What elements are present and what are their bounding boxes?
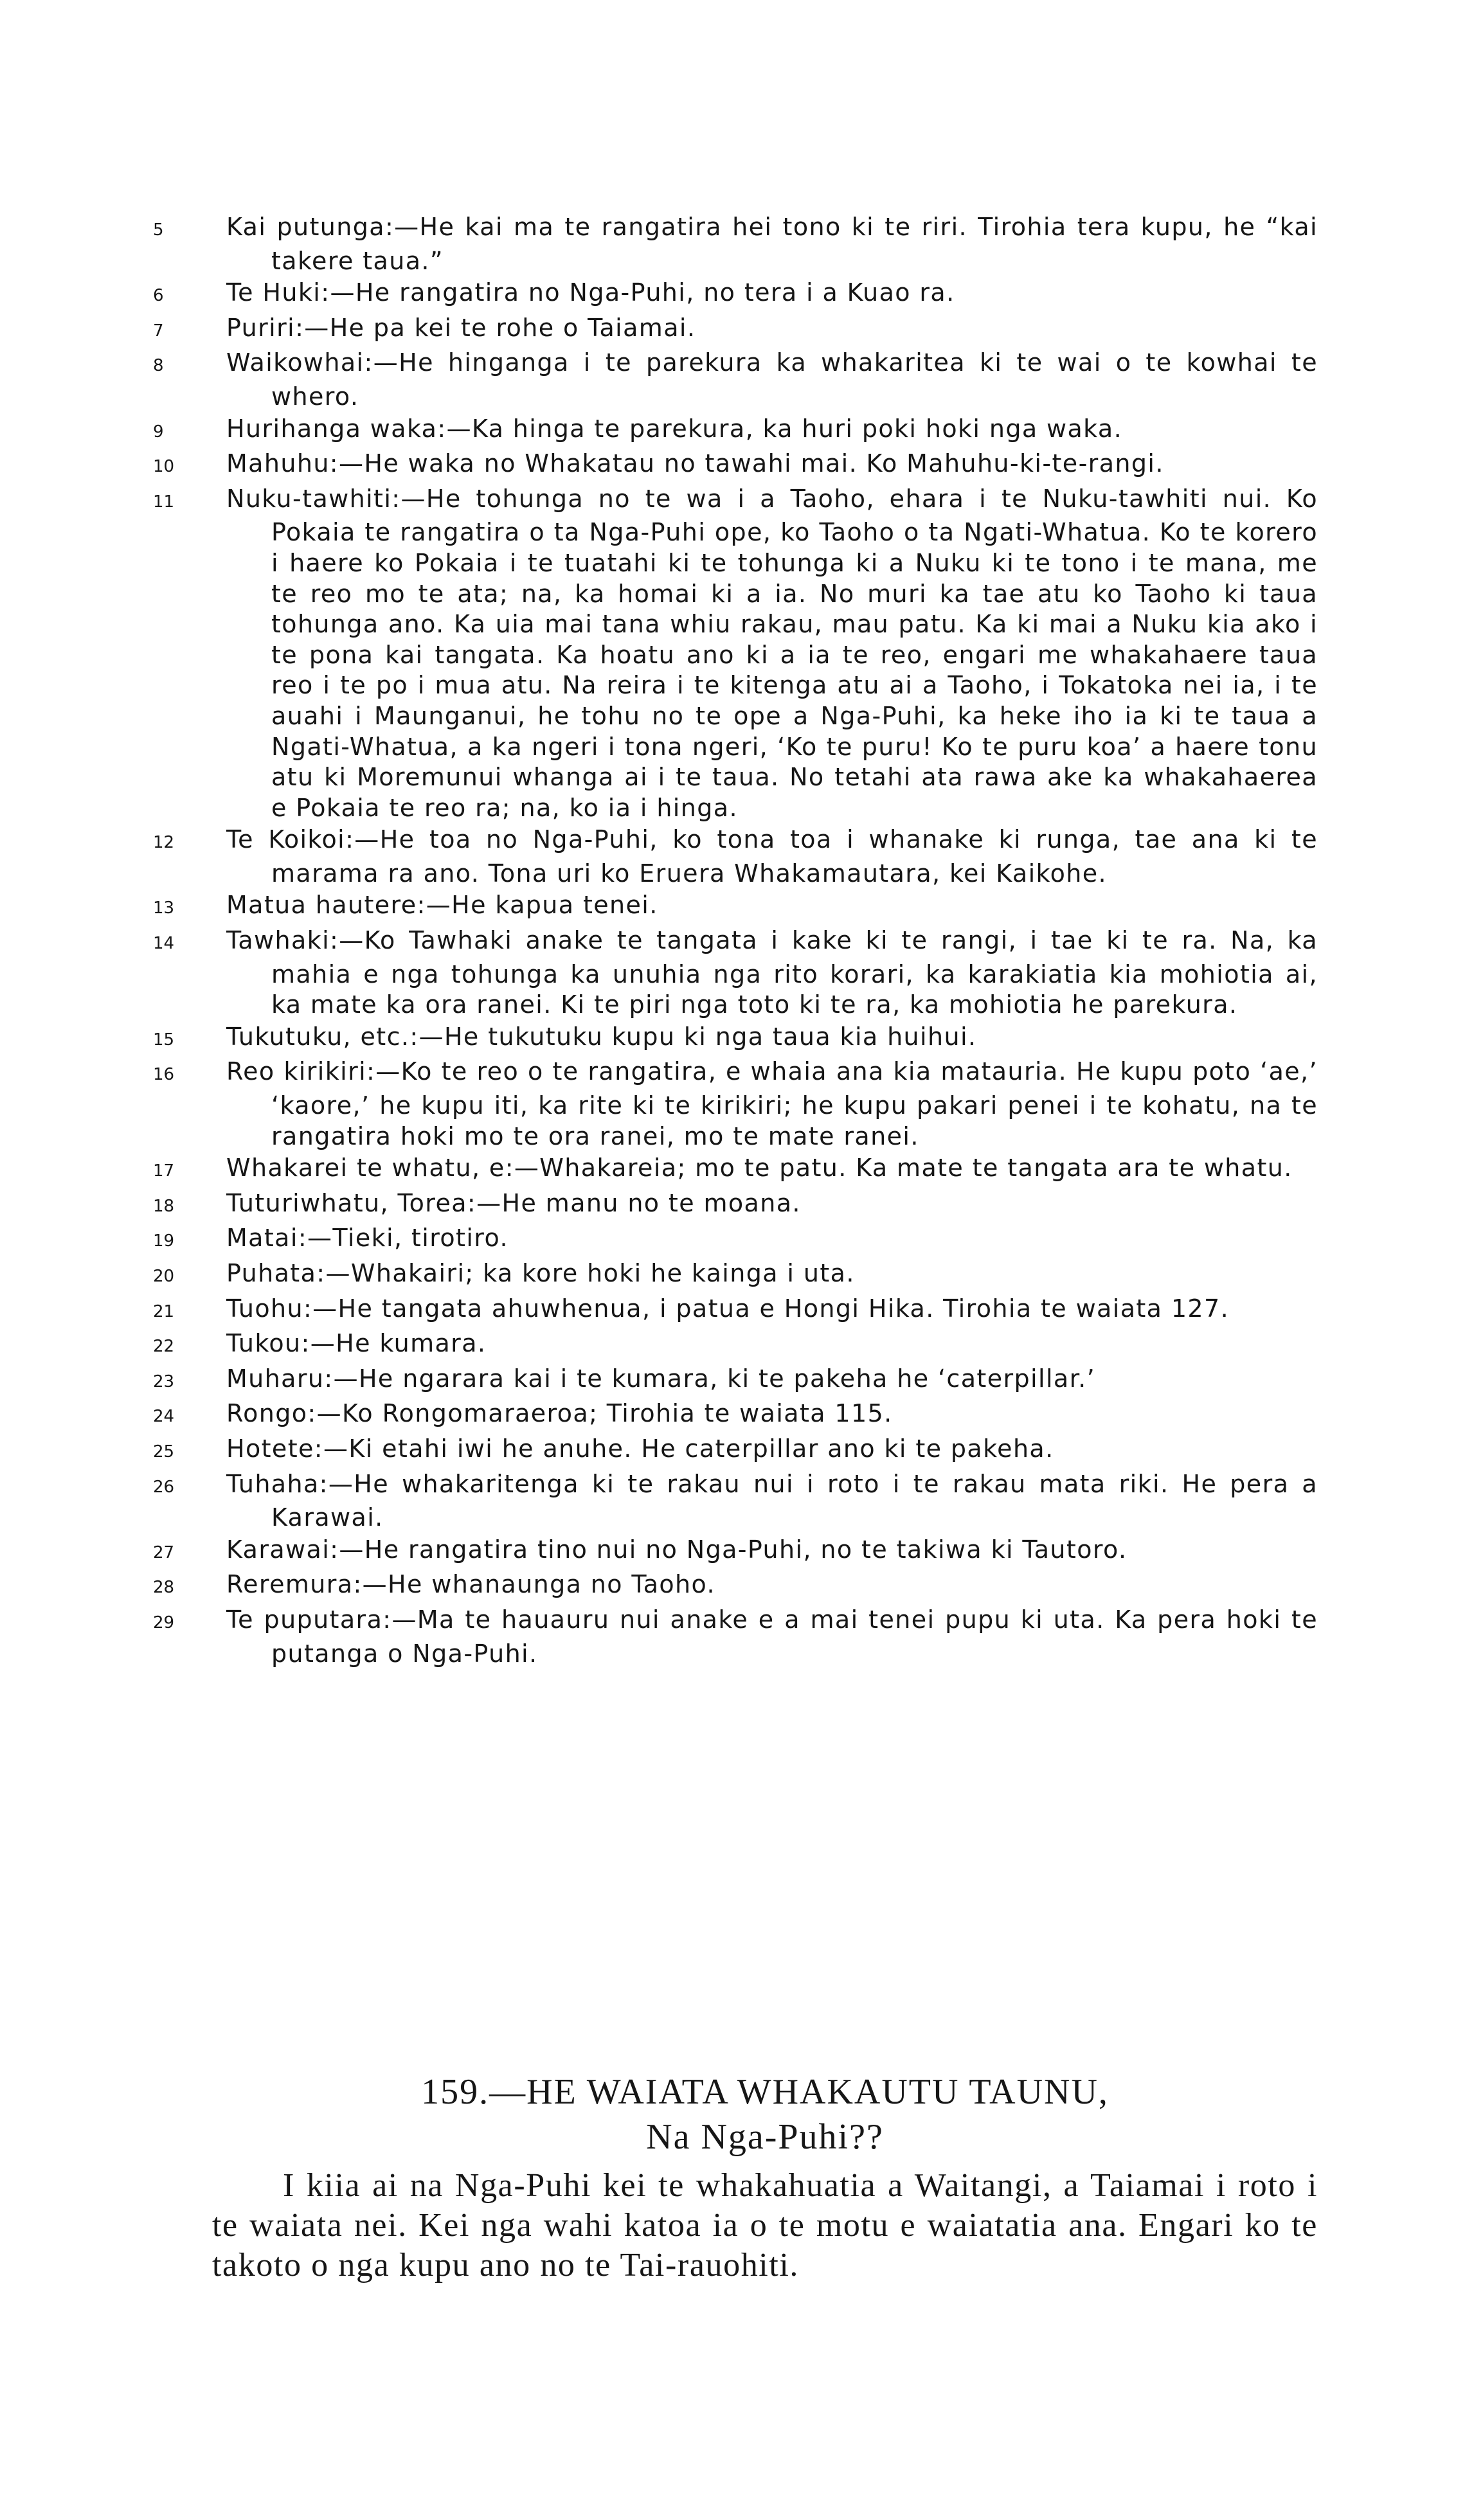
footnote-number: 16 bbox=[153, 1065, 175, 1085]
footnote-text: —Ko Rongomaraeroa; Tirohia te waiata 115. bbox=[316, 1399, 893, 1428]
footnote-number: 27 bbox=[153, 1542, 175, 1562]
intro-paragraph bbox=[212, 2166, 1318, 2285]
footnote-text: —He manu no te moana. bbox=[476, 1188, 801, 1217]
footnote-text: —He waka no Whakatau no tawahi mai. Ko Mahuhu-ki-te-rangi. bbox=[339, 449, 1164, 478]
footnote-text: —Whakareia; mo te patu. Ka mate te tangata ara te whatu. bbox=[514, 1154, 1293, 1183]
footnote-term: Tuohu: bbox=[226, 1294, 313, 1323]
footnote-term: Matai: bbox=[226, 1224, 308, 1253]
footnote-term: Reremura: bbox=[226, 1570, 363, 1599]
footnote-26 bbox=[153, 1469, 1318, 1533]
footnote-term: Puriri: bbox=[226, 313, 305, 342]
footnote-text: —He whanaunga no Taoho. bbox=[362, 1570, 715, 1599]
footnote-term: Rongo: bbox=[226, 1399, 317, 1428]
footnote-29 bbox=[153, 1605, 1318, 1669]
footnote-23 bbox=[153, 1364, 1318, 1398]
song-attribution: Na Nga-Puhi?? bbox=[646, 2117, 884, 2157]
footnote-term: Tukutuku, etc.: bbox=[226, 1022, 419, 1051]
footnote-term: Tuturiwhatu, Torea: bbox=[226, 1188, 477, 1217]
footnote-term: Nuku-tawhiti: bbox=[226, 484, 401, 513]
footnote-5 bbox=[153, 212, 1318, 276]
footnote-19 bbox=[153, 1223, 1318, 1257]
footnote-text: —Ma te hauauru nui anake e a mai tenei pupu ki uta. Ka pera hoki te putanga o Nga-Puhi. bbox=[271, 1605, 1318, 1668]
footnote-term: Te puputara: bbox=[226, 1605, 392, 1634]
footnote-number: 18 bbox=[153, 1196, 175, 1216]
footnote-text: —Ko Tawhaki anake te tangata i kake ki te rangi, i tae ki te ra. Na, ka mahia e nga tohunga ka unuhia nga rito korari, ka karakiatia kia mohiotia ai, ka mate ka ora ranei. Ki te piri nga toto ki te ra, ka mohiotia he parekura. bbox=[271, 926, 1318, 1019]
footnote-17 bbox=[153, 1153, 1318, 1187]
footnote-term: Waikowhai: bbox=[226, 348, 373, 377]
footnote-text: —He rangatira no Nga-Puhi, no tera i a Kuao ra. bbox=[330, 278, 955, 307]
footnote-number: 19 bbox=[153, 1231, 175, 1251]
footnote-6 bbox=[153, 278, 1318, 312]
footnote-9 bbox=[153, 414, 1318, 448]
footnote-24 bbox=[153, 1399, 1318, 1433]
footnote-text: —He tangata ahuwhenua, i patua e Hongi Hika. Tirohia te waiata 127. bbox=[312, 1294, 1230, 1323]
footnote-number: 13 bbox=[153, 898, 175, 918]
footnote-number: 11 bbox=[153, 492, 175, 512]
footnote-number: 5 bbox=[153, 220, 164, 240]
footnote-term: Hurihanga waka: bbox=[226, 414, 447, 443]
footnote-number: 29 bbox=[153, 1613, 175, 1632]
footnote-text: —He rangatira tino nui no Nga-Puhi, no te takiwa ki Tautoro. bbox=[339, 1535, 1128, 1564]
footnote-term: Tawhaki: bbox=[226, 926, 339, 955]
footnote-term: Kai putunga: bbox=[226, 213, 395, 241]
footnote-term: Tukou: bbox=[226, 1329, 310, 1358]
footnote-text: —He hinganga i te parekura ka whakaritea ki te wai o te kowhai te whero. bbox=[271, 348, 1318, 411]
footnote-text: —He tohunga no te wa i a Taoho, ehara i te Nuku-tawhiti nui. Ko Pokaia te rangatira o ta Nga-Puhi ope, ko Taoho o ta Ngati-Whatua. Ko te korero i haere ko Pokaia i te tuatahi ki te tohunga ki a Nuku ki te tono i te mana, me te reo mo te ata; na, ka homai ki a ia. No muri ka tae atu ko Taoho ki taua tohunga ano. Ka uia mai tana whiu rakau, mau patu. Ka ki mai a Nuku kia ako i te pona kai tangata. Ka hoatu ano ki a ia te reo, engari me whakahaere taua reo i te po i mua atu. Na reira i te kitenga atu ai a Taoho, i Tokatoka nei ia, i te auahi i Maunganui, he tohu no te ope a Nga-Puhi, ka heke iho ia ki te taua a Ngati-Whatua, a ka ngeri i tona ngeri, ‘Ko te puru! Ko te puru koa’ a haere tonu atu ki Moremunui whanga ai i te taua. No tetahi ata rawa ake ka whakahaerea e Pokaia te reo ra; na, ko ia i hinga. bbox=[271, 484, 1318, 822]
footnote-text: —Ka hinga te parekura, ka huri poki hoki nga waka. bbox=[446, 414, 1123, 443]
footnote-text: —He tukutuku kupu ki nga taua kia huihui. bbox=[418, 1022, 977, 1051]
footnote-11 bbox=[153, 484, 1318, 824]
footnote-21 bbox=[153, 1294, 1318, 1328]
footnote-number: 26 bbox=[153, 1477, 175, 1497]
footnote-28 bbox=[153, 1569, 1318, 1604]
footnote-number: 17 bbox=[153, 1161, 175, 1181]
footnote-term: Hotete: bbox=[226, 1434, 323, 1463]
footnote-16 bbox=[153, 1057, 1318, 1152]
footnote-number: 15 bbox=[153, 1030, 175, 1050]
footnote-text: —He kai ma te rangatira hei tono ki te riri. Tirohia tera kupu, he “kai takere taua.” bbox=[271, 213, 1318, 275]
footnote-number: 12 bbox=[153, 833, 175, 853]
footnote-term: Te Huki: bbox=[226, 278, 330, 307]
footnote-term: Te Koikoi: bbox=[226, 825, 355, 854]
footnote-term: Muharu: bbox=[226, 1364, 334, 1393]
footnote-term: Whakarei te whatu, e: bbox=[226, 1154, 514, 1183]
footnote-number: 28 bbox=[153, 1578, 175, 1598]
footnote-number: 21 bbox=[153, 1301, 175, 1321]
footnote-25 bbox=[153, 1434, 1318, 1468]
footnote-term: Karawai: bbox=[226, 1535, 339, 1564]
footnote-12 bbox=[153, 825, 1318, 889]
footnote-27 bbox=[153, 1535, 1318, 1569]
footnote-number: 23 bbox=[153, 1372, 175, 1391]
footnote-term: Mahuhu: bbox=[226, 449, 339, 478]
footnote-number: 24 bbox=[153, 1407, 175, 1427]
footnote-number: 6 bbox=[153, 286, 164, 306]
footnote-text: —Tieki, tirotiro. bbox=[307, 1224, 508, 1253]
footnote-22 bbox=[153, 1328, 1318, 1363]
intro-text: I kiia ai na Nga-Puhi kei te whakahuatia a Waitangi, a Taiamai i roto i te waiata nei. Kei nga wahi katoa ia o te motu e waiatatia ana. Engari ko te takoto o nga kupu ano no te Tai-rauohiti. bbox=[212, 2167, 1318, 2283]
footnote-term: Reo kirikiri: bbox=[226, 1057, 376, 1086]
footnote-term: Tuhaha: bbox=[226, 1469, 328, 1498]
footnote-term: Puhata: bbox=[226, 1259, 326, 1287]
footnote-14 bbox=[153, 925, 1318, 1021]
footnote-text: —Whakairi; ka kore hoki he kainga i uta. bbox=[325, 1259, 855, 1287]
footnote-text: —He ngarara kai i te kumara, ki te pakeha he ‘caterpillar.’ bbox=[333, 1364, 1096, 1393]
footnote-text: —He kapua tenei. bbox=[426, 891, 658, 920]
footnote-text: —Ko te reo o te rangatira, e whaia ana kia matauria. He kupu poto ‘ae,’ ‘kaore,’ he kupu iti, ka rite ki te kirikiri; he kupu pakari penei i te kohatu, na te rangatira hoki mo te ora ranei, mo te mate ranei. bbox=[271, 1057, 1318, 1150]
footnote-text: —He toa no Nga-Puhi, ko tona toa i whanake ki runga, tae ana ki te marama ra ano. Tona uri ko Eruera Whakamautara, kei Kaikohe. bbox=[271, 825, 1318, 888]
song-title: 159.—HE WAIATA WHAKAUTU TAUNU, bbox=[421, 2072, 1109, 2112]
song-heading bbox=[212, 2069, 1318, 2159]
footnote-text: —He kumara. bbox=[310, 1329, 487, 1358]
footnote-7 bbox=[153, 313, 1318, 347]
footnote-18 bbox=[153, 1188, 1318, 1222]
footnote-number: 14 bbox=[153, 934, 175, 954]
footnote-8 bbox=[153, 348, 1318, 412]
footnote-term: Matua hautere: bbox=[226, 891, 426, 920]
footnote-number: 7 bbox=[153, 321, 164, 341]
footnote-13 bbox=[153, 890, 1318, 924]
footnote-20 bbox=[153, 1258, 1318, 1292]
footnote-number: 22 bbox=[153, 1337, 175, 1357]
footnotes bbox=[153, 212, 1318, 1670]
footnote-number: 9 bbox=[153, 422, 164, 442]
footnote-15 bbox=[153, 1022, 1318, 1056]
footnote-number: 10 bbox=[153, 457, 175, 477]
footnote-text: —He whakaritenga ki te rakau nui i roto i te rakau mata riki. He pera a Karawai. bbox=[271, 1469, 1318, 1532]
footnote-number: 20 bbox=[153, 1267, 175, 1286]
footnote-10 bbox=[153, 449, 1318, 483]
footnote-text: —Ki etahi iwi he anuhe. He caterpillar ano ki te pakeha. bbox=[323, 1434, 1054, 1463]
footnote-number: 25 bbox=[153, 1442, 175, 1461]
footnote-text: —He pa kei te rohe o Taiamai. bbox=[304, 313, 696, 342]
footnote-number: 8 bbox=[153, 356, 164, 376]
